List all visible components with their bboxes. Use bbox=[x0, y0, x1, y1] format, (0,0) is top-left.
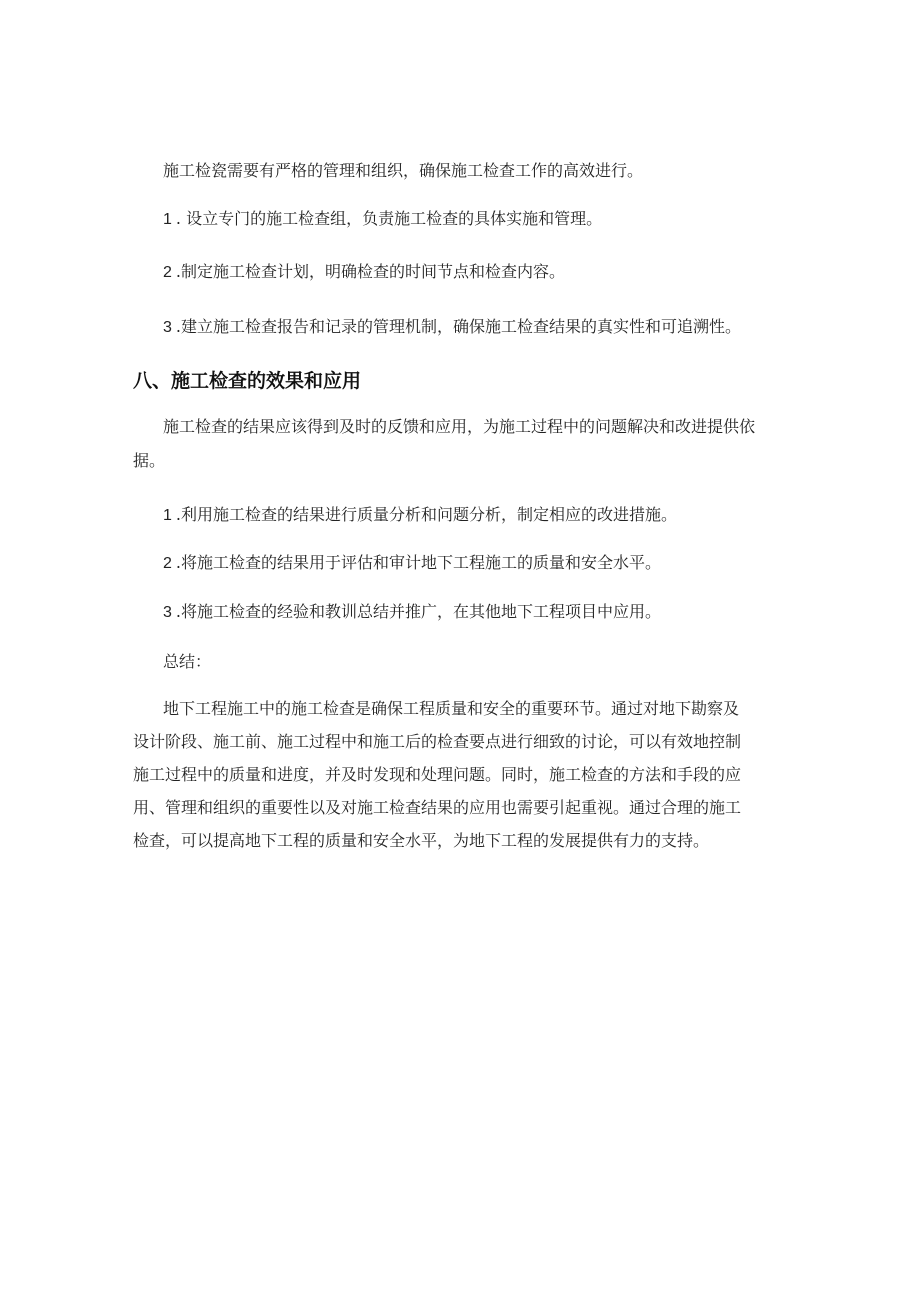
list-text: .将施工检查的经验和教训总结并推广，在其他地下工程项目中应用。 bbox=[175, 602, 661, 621]
summary-line: 用、管理和组织的重要性以及对施工检查结果的应用也需要引起重视。通过合理的施工 bbox=[133, 798, 742, 817]
list-item bbox=[163, 209, 602, 230]
list-number: 2 bbox=[163, 555, 172, 572]
list-number: 3 bbox=[163, 319, 172, 336]
list-number: 1 bbox=[163, 507, 172, 524]
list-item bbox=[163, 505, 677, 526]
list-item bbox=[163, 602, 661, 623]
list-number: 3 bbox=[163, 604, 172, 621]
list-item bbox=[163, 553, 661, 574]
summary-label: 总结： bbox=[163, 652, 212, 671]
list-text: .利用施工检查的结果进行质量分析和问题分析，制定相应的改进措施。 bbox=[175, 505, 677, 524]
list-text: . 设立专门的施工检查组，负责施工检查的具体实施和管理。 bbox=[175, 209, 603, 228]
list-item bbox=[163, 262, 565, 283]
list-text: .建立施工检查报告和记录的管理机制，确保施工检查结果的真实性和可追溯性。 bbox=[175, 317, 741, 336]
section-heading: 八、施工检查的效果和应用 bbox=[133, 370, 362, 392]
list-number: 1 bbox=[163, 211, 172, 228]
summary-line: 地下工程施工中的施工检查是确保工程质量和安全的重要环节。通过对地下勘察及 bbox=[163, 699, 740, 718]
section8-intro-line2: 据。 bbox=[133, 451, 166, 470]
section8-intro-line1: 施工检查的结果应该得到及时的反馈和应用，为施工过程中的问题解决和改进提供依 bbox=[163, 417, 756, 436]
summary-line: 设计阶段、施工前、施工过程中和施工后的检查要点进行细致的讨论，可以有效地控制 bbox=[133, 732, 742, 751]
summary-line: 检查，可以提高地下工程的质量和安全水平，为地下工程的发展提供有力的支持。 bbox=[133, 831, 710, 850]
list-number: 2 bbox=[163, 264, 172, 281]
summary-line: 施工过程中的质量和进度，并及时发现和处理问题。同时，施工检查的方法和手段的应 bbox=[133, 765, 742, 784]
list-text: .制定施工检查计划，明确检查的时间节点和检查内容。 bbox=[175, 262, 565, 281]
list-item bbox=[163, 317, 741, 338]
section7-intro: 施工检瓷需要有严格的管理和组织，确保施工检查工作的高效进行。 bbox=[163, 161, 644, 180]
list-text: .将施工检查的结果用于评估和审计地下工程施工的质量和安全水平。 bbox=[175, 553, 661, 572]
